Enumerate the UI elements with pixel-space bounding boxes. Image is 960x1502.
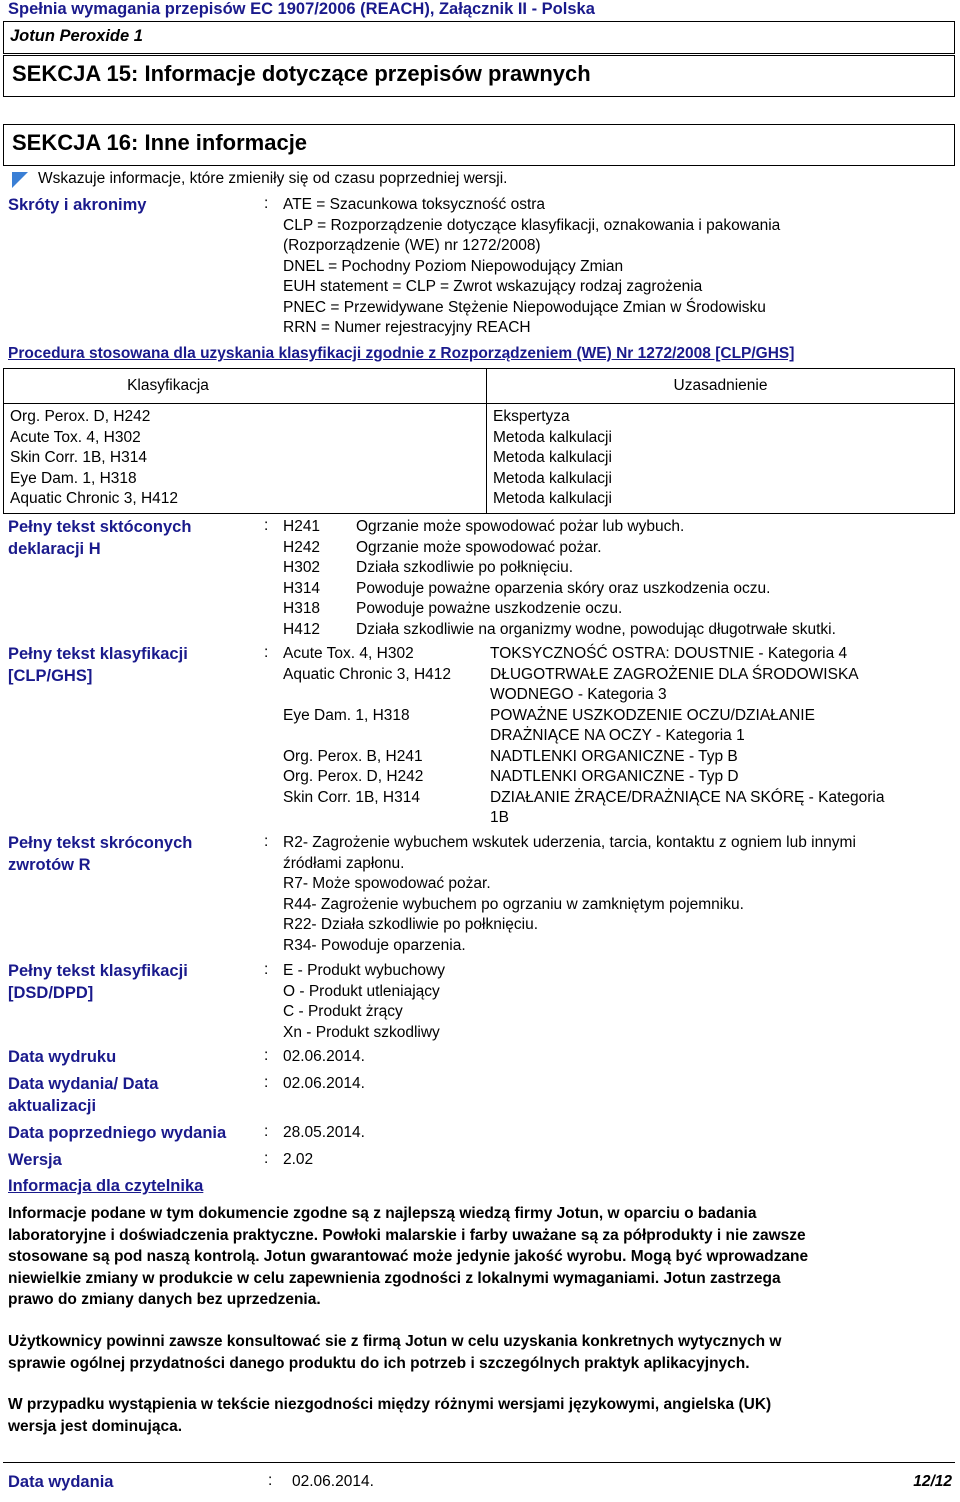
product-title-box	[3, 21, 955, 54]
clp-text: POWAŻNE USZKODZENIE OCZU/DZIAŁANIE	[490, 706, 815, 724]
dsd-item: O - Produkt utleniający	[283, 982, 440, 1000]
prev-date: 28.05.2014.	[283, 1124, 365, 1141]
clp-label: [CLP/GHS]	[8, 666, 93, 685]
clp-text: 1B	[490, 809, 509, 826]
r-label: zwrotów R	[8, 855, 91, 874]
table-header-justification: Uzasadnienie	[487, 369, 955, 404]
reader-label: Informacja dla czytelnika	[8, 1177, 204, 1195]
h-text: Ogrzanie może spowodować pożar.	[356, 538, 602, 556]
footer-rule	[3, 1462, 955, 1463]
h-label: deklaracji H	[8, 539, 101, 558]
justification-cell: Metoda kalkulacji	[493, 428, 612, 446]
clp-text: TOKSYCZNOŚĆ OSTRA: DOUSTNIE - Kategoria 4	[490, 645, 848, 662]
h-code: H241	[283, 518, 321, 535]
r-phrase: R7- Może spowodować pożar.	[283, 875, 491, 892]
abbrev-item: (Rozporządzenie (WE) nr 1272/2008)	[283, 237, 541, 254]
dsd-label: Pełny tekst klasyfikacji	[8, 962, 188, 980]
abbrev-label: Skróty i akronimy	[8, 196, 147, 214]
reader-text: W przypadku wystąpienia w tekście niezgodności między różnymi wersjami językowymi, angielska (UK)	[8, 1396, 772, 1413]
colon: :	[264, 961, 269, 978]
h-code: H302	[283, 559, 321, 576]
justification-cell: Ekspertyza	[493, 408, 570, 425]
reader-text: niewielkie zmiany w produkcie w celu zapewnienia zgodności z lokalnymi wymaganiami. Jotun zastrzega	[8, 1269, 781, 1287]
colon: :	[264, 1074, 269, 1091]
classification-cell: Eye Dam. 1, H318	[10, 469, 137, 487]
prev-date-label: Data poprzedniego wydania	[8, 1124, 227, 1142]
h-text: Powoduje poważne oparzenia skóry oraz uszkodzenia oczu.	[356, 579, 771, 597]
classification-cell: Aquatic Chronic 3, H412	[10, 490, 179, 507]
clp-code: Acute Tox. 4, H302	[283, 645, 414, 662]
h-text: Powoduje poważne uszkodzenie oczu.	[356, 600, 623, 617]
classification-cell: Acute Tox. 4, H302	[10, 428, 141, 446]
classification-table	[3, 368, 955, 514]
abbrev-item: DNEL = Pochodny Poziom Niepowodujący Zmian	[283, 257, 624, 275]
clp-code: Aquatic Chronic 3, H412	[283, 665, 452, 683]
h-code: H412	[283, 620, 321, 638]
abbrev-item: EUH statement = CLP = Zwrot wskazujący rodzaj zagrożenia	[283, 278, 703, 295]
clp-text: NADTLENKI ORGANICZNE - Typ B	[490, 747, 738, 765]
colon: :	[264, 833, 269, 850]
reader-text: prawo do zmiany danych bez uprzedzenia.	[8, 1291, 321, 1308]
abbrev-item: ATE = Szacunkowa toksyczność ostra	[283, 196, 546, 213]
print-date: 02.06.2014.	[283, 1048, 365, 1065]
change-marker-icon	[12, 172, 28, 188]
r-phrase: źródłami zapłonu.	[283, 854, 405, 872]
section-16-title: SEKCJA 16: Inne informacje	[3, 124, 955, 166]
procedure-title: Procedura stosowana dla uzyskania klasyfikacji zgodnie z Rozporządzeniem (WE) Nr 1272/2008 [CLP/GHS]	[8, 345, 795, 362]
issue-date-label: aktualizacji	[8, 1096, 97, 1115]
colon: :	[264, 644, 269, 661]
version: 2.02	[283, 1151, 314, 1168]
clp-code: Org. Perox. B, H241	[283, 747, 423, 765]
clp-code: Eye Dam. 1, H318	[283, 706, 410, 724]
h-text: Działa szkodliwie na organizmy wodne, powodując długotrwałe skutki.	[356, 620, 836, 638]
dsd-item: Xn - Produkt szkodliwy	[283, 1023, 440, 1041]
clp-text: WODNEGO - Kategoria 3	[490, 686, 667, 703]
page-number: 12/12	[913, 1473, 952, 1490]
abbrev-item: PNEC = Przewidywane Stężenie Niepowodujące Zmian w Środowisku	[283, 298, 766, 316]
colon: :	[264, 1150, 269, 1167]
reader-text: Użytkownicy powinni zawsze konsultować sie z firmą Jotun w celu uzyskania konkretnych wytycznych w	[8, 1333, 782, 1350]
footer-date: 02.06.2014.	[292, 1473, 374, 1490]
reader-text: laboratoryjne i doświadczenia praktyczne. Powłoki malarskie i farby uważane są za półprodukty i nie zawsze	[8, 1226, 806, 1244]
h-label: Pełny tekst sktóconych	[8, 518, 192, 536]
reader-text: wersja jest dominująca.	[8, 1417, 183, 1435]
clp-code: Skin Corr. 1B, H314	[283, 788, 420, 806]
reader-text: sprawie ogólnej przydatności danego produktu do ich potrzeb i szczególnych praktyk aplikacyjnych.	[8, 1354, 750, 1372]
change-note: Wskazuje informacje, które zmieniły się od czasu poprzedniej wersji.	[38, 170, 508, 187]
dsd-item: C - Produkt żrący	[283, 1003, 403, 1020]
product-name: Jotun Peroxide 1	[10, 27, 143, 45]
version-label: Wersja	[8, 1151, 62, 1169]
abbrev-item: RRN = Numer rejestracyjny REACH	[283, 319, 531, 336]
section-15-title: SEKCJA 15: Informacje dotyczące przepisów prawnych	[3, 55, 955, 97]
h-text: Działa szkodliwie po połknięciu.	[356, 559, 574, 576]
regulation-header: Spełnia wymagania przepisów EC 1907/2006 (REACH), Załącznik II - Polska	[8, 0, 595, 18]
justification-cell: Metoda kalkulacji	[493, 490, 612, 507]
h-code: H318	[283, 600, 321, 617]
abbrev-item: CLP = Rozporządzenie dotyczące klasyfikacji, oznakowania i pakowania	[283, 216, 781, 234]
issue-date-label: Data wydania/ Data	[8, 1075, 159, 1093]
dsd-item: E - Produkt wybuchowy	[283, 962, 445, 979]
h-code: H242	[283, 538, 321, 556]
clp-code: Org. Perox. D, H242	[283, 768, 424, 785]
clp-text: DRAŻNIĄCE NA OCZY - Kategoria 1	[490, 727, 745, 744]
colon: :	[268, 1472, 273, 1489]
h-text: Ogrzanie może spowodować pożar lub wybuch.	[356, 518, 685, 535]
print-date-label: Data wydruku	[8, 1048, 117, 1066]
colon: :	[264, 1123, 269, 1140]
justification-cell: Metoda kalkulacji	[493, 469, 612, 487]
clp-text: NADTLENKI ORGANICZNE - Typ D	[490, 768, 739, 785]
issue-date: 02.06.2014.	[283, 1075, 365, 1092]
clp-text: DZIAŁANIE ŻRĄCE/DRAŻNIĄCE NA SKÓRĘ - Kategoria	[490, 788, 885, 806]
r-phrase: R44- Zagrożenie wybuchem po ogrzaniu w zamkniętym pojemniku.	[283, 895, 744, 913]
dsd-label: [DSD/DPD]	[8, 983, 94, 1002]
footer-date-label: Data wydania	[8, 1473, 114, 1491]
clp-text: DŁUGOTRWAŁE ZAGROŻENIE DLA ŚRODOWISKA	[490, 665, 859, 683]
table-header-classification: Klasyfikacja	[4, 369, 487, 404]
colon: :	[264, 517, 269, 534]
classification-cell: Skin Corr. 1B, H314	[10, 449, 147, 466]
colon: :	[264, 1047, 269, 1064]
classification-cell: Org. Perox. D, H242	[10, 408, 151, 425]
r-phrase: R34- Powoduje oparzenia.	[283, 936, 466, 954]
clp-label: Pełny tekst klasyfikacji	[8, 645, 188, 663]
colon: :	[264, 195, 269, 212]
r-label: Pełny tekst skróconych	[8, 834, 193, 852]
justification-cell: Metoda kalkulacji	[493, 449, 612, 466]
r-phrase: R22- Działa szkodliwie po połknięciu.	[283, 916, 539, 933]
reader-text: Informacje podane w tym dokumencie zgodne są z najlepszą wiedzą firmy Jotun, w oparciu o badania	[8, 1205, 757, 1222]
h-code: H314	[283, 579, 321, 597]
r-phrase: R2- Zagrożenie wybuchem wskutek uderzenia, tarcia, kontaktu z ogniem lub innymi	[283, 834, 856, 851]
reader-text: stosowane są pod naszą kontrolą. Jotun gwarantować może jedynie jakość wyrobu. Mogą być wprowadzane	[8, 1248, 809, 1265]
